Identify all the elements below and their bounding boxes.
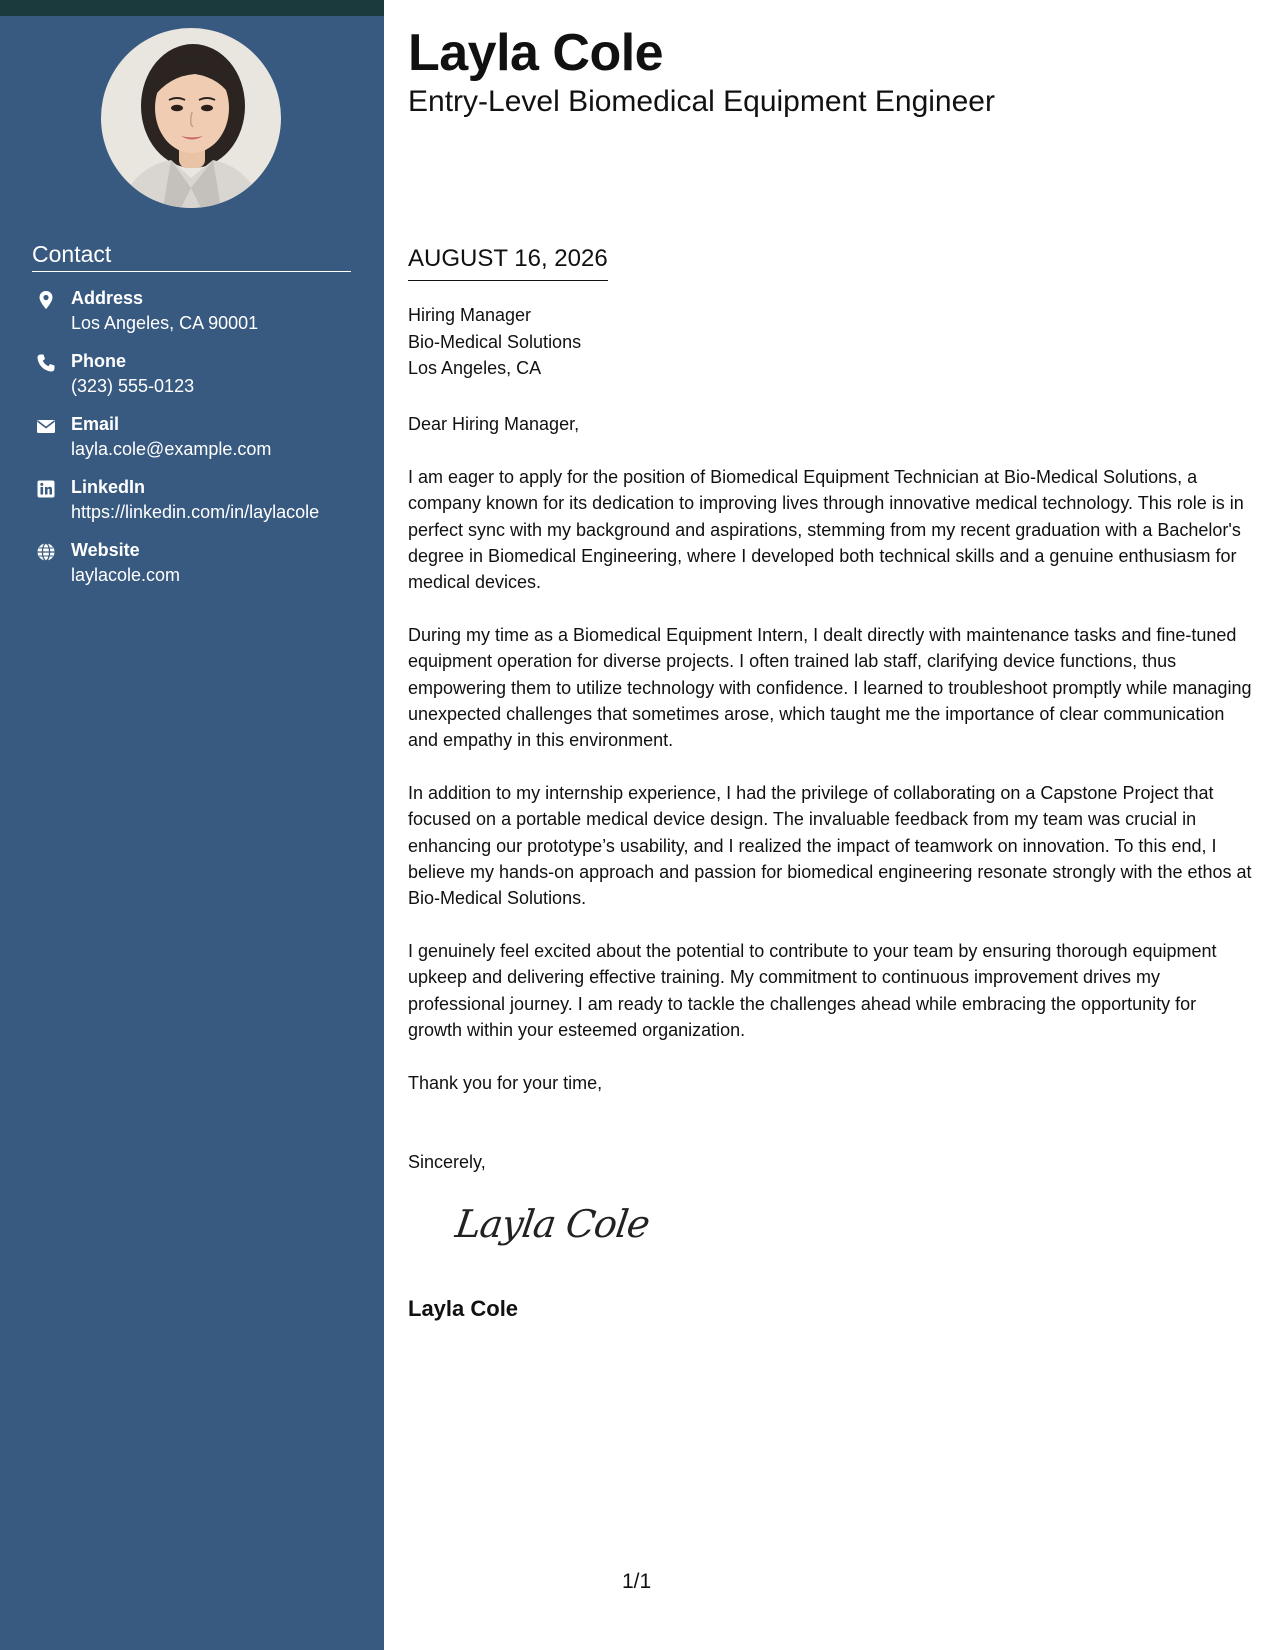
applicant-title: Entry-Level Biomedical Equipment Engineer [408, 85, 995, 118]
salutation: Dear Hiring Manager, [408, 414, 580, 434]
contact-value-website[interactable]: laylacole.com [71, 565, 181, 585]
avatar [101, 28, 281, 208]
contact-item-website [32, 538, 362, 594]
contact-value-linkedin[interactable]: https://linkedin.com/in/laylacole [71, 502, 320, 522]
contact-label-address: Address [71, 288, 144, 308]
globe-icon [36, 542, 56, 562]
phone-icon [36, 353, 56, 373]
page-number: 1/1 [622, 1570, 652, 1593]
contact-value-address: Los Angeles, CA 90001 [71, 313, 259, 333]
valediction: Sincerely, [408, 1152, 486, 1172]
contact-label-email: Email [71, 414, 120, 434]
recipient-block [408, 302, 581, 382]
contact-value-email[interactable]: layla.cole@example.com [71, 439, 272, 459]
contact-label-website: Website [71, 540, 140, 560]
signed-name: Layla Cole [408, 1296, 519, 1321]
paragraph: I genuinely feel excited about the potential to contribute to your team by ensuring thorough equipment upkeep and delivering effective training. My commitment to continuous improvement drives my professional journey. I am ready to tackle the challenges ahead while embracing the opportunity for growth within your esteemed organization. [408, 941, 1217, 1040]
contact-heading: Contact [32, 240, 351, 272]
contact-label-phone: Phone [71, 351, 127, 371]
recipient-line: Bio-Medical Solutions [408, 331, 582, 352]
profile-photo [101, 28, 281, 208]
closing-thanks: Thank you for your time, [408, 1073, 603, 1093]
contact-value-phone: (323) 555-0123 [71, 376, 195, 396]
paragraph: I am eager to apply for the position of Biomedical Equipment Technician at Bio-Medical Solutions, a company known for its dedication to improving lives through innovative medical technology. This role is in perfect sync with my background and aspirations, stemming from my recent graduation with a Bachelor's degree in Biomedical Engineering, where I developed both technical skills and a genuine enthusiasm for medical devices. [408, 467, 1244, 593]
contact-item-email [32, 412, 362, 468]
paragraph: During my time as a Biomedical Equipment Intern, I dealt directly with maintenance tasks and fine-tuned equipment operation for diverse projects. I often trained lab staff, clarifying device functions, thus empowering them to utilize technology with confidence. I learned to troubleshoot promptly while managing unexpected challenges that sometimes arose, which taught me the importance of clear communication and empathy in this environment. [408, 625, 1252, 751]
applicant-name: Layla Cole [408, 24, 664, 82]
contact-item-phone [32, 349, 362, 405]
letter-body [408, 0, 1253, 1650]
contact-item-address [32, 286, 362, 342]
map-pin-icon [36, 290, 56, 310]
recipient-line: Hiring Manager [408, 305, 532, 325]
recipient-line: Los Angeles, CA [408, 358, 542, 378]
envelope-icon [36, 416, 56, 436]
letter-date: AUGUST 16, 2026 [408, 244, 608, 281]
handwritten-signature: Layla Cole [452, 1202, 652, 1246]
sidebar [0, 0, 384, 1650]
contact-item-linkedin [32, 475, 362, 531]
sidebar-top-bar [0, 0, 384, 16]
linkedin-icon [36, 479, 56, 499]
contact-label-linkedin: LinkedIn [71, 477, 146, 497]
paragraph: In addition to my internship experience, I had the privilege of collaborating on a Capstone Project that focused on a portable medical device design. The invaluable feedback from my team was crucial in enhancing our prototype’s usability, and I realized the impact of teamwork on innovation. To this end, I believe my hands-on approach and passion for biomedical engineering resonate strongly with the ethos at Bio-Medical Solutions. [408, 783, 1252, 909]
